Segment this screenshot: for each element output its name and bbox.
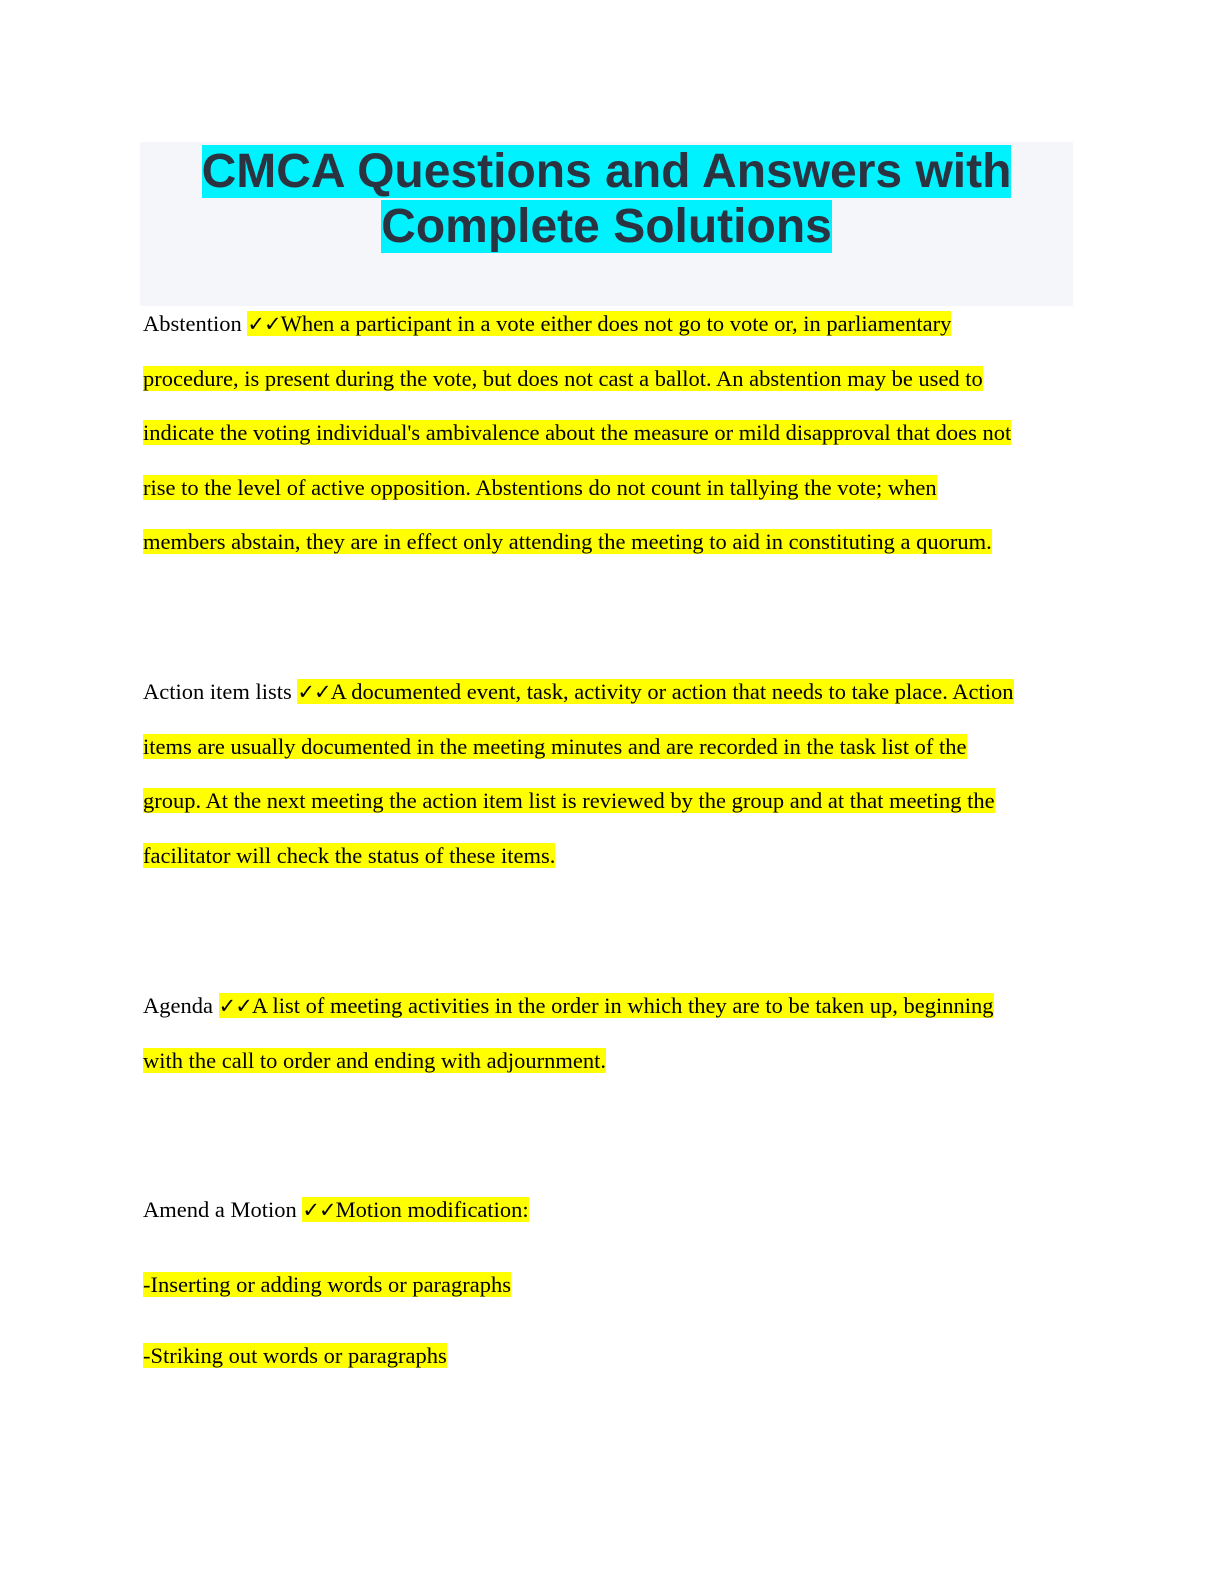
answer-highlight [302,1197,528,1222]
answer-line: group. At the next meeting the action item list is reviewed by the group and at that meeting the [143,788,995,814]
entry-line [143,1034,1083,1089]
answer-line: members abstain, they are in effect only attending the meeting to aid in constituting a quorum. [143,529,992,555]
entry-line [143,461,1083,516]
qa-entry-action-item-lists [143,665,1083,883]
double-check-icon: ✓✓ [297,680,331,704]
term: Action item lists [143,679,292,704]
term: Agenda [143,993,213,1018]
answer-line: rise to the level of active opposition. Abstentions do not count in tallying the vote; when [143,474,937,500]
entry-line [143,297,1083,352]
list-item-text: -Inserting or adding words or paragraphs [143,1272,512,1297]
entry-line [143,515,1083,570]
answer-highlight [219,993,994,1018]
entry-line [143,720,1083,775]
entry-line [143,774,1083,829]
answer-line: indicate the voting individual's ambivalence about the measure or mild disapproval that does not [143,420,1012,446]
double-check-icon: ✓✓ [302,1198,336,1222]
title-banner [140,142,1073,306]
qa-entry-agenda [143,979,1083,1088]
qa-entry-amend-a-motion [143,1183,1083,1238]
answer-line: facilitator will check the status of these items. [143,842,556,868]
answer-line: When a participant in a vote either does not go to vote or, in parliamentary [280,311,952,336]
entry-line [143,829,1083,884]
entry-line [143,979,1083,1034]
entry-line [143,665,1083,720]
answer-line: procedure, is present during the vote, but does not cast a ballot. An abstention may be used to [143,365,983,391]
qa-entry-abstention [143,297,1083,570]
entry-line [143,406,1083,461]
title-line-1: CMCA Questions and Answers with [201,145,1012,198]
answer-line: Motion modification: [335,1197,529,1222]
answer-line: A list of meeting activities in the order in which they are to be taken up, beginning [251,993,994,1018]
term: Abstention [143,311,242,336]
answer-highlight [297,679,1013,704]
answer-line: items are usually documented in the meeting minutes and are recorded in the task list of the [143,733,967,759]
answer-line: with the call to order and ending with adjournment. [143,1047,607,1073]
entry-line [143,352,1083,407]
list-item [143,1341,447,1371]
entry-line [143,1183,1083,1238]
answer-line: A documented event, task, activity or action that needs to take place. Action [330,679,1014,704]
list-item [143,1270,511,1300]
title-line-2: Complete Solutions [381,200,832,253]
double-check-icon: ✓✓ [247,312,281,336]
list-item-text: -Striking out words or paragraphs [143,1343,447,1368]
term: Amend a Motion [143,1197,297,1222]
answer-highlight [247,311,951,336]
document-title [140,142,1073,254]
double-check-icon: ✓✓ [218,994,252,1018]
